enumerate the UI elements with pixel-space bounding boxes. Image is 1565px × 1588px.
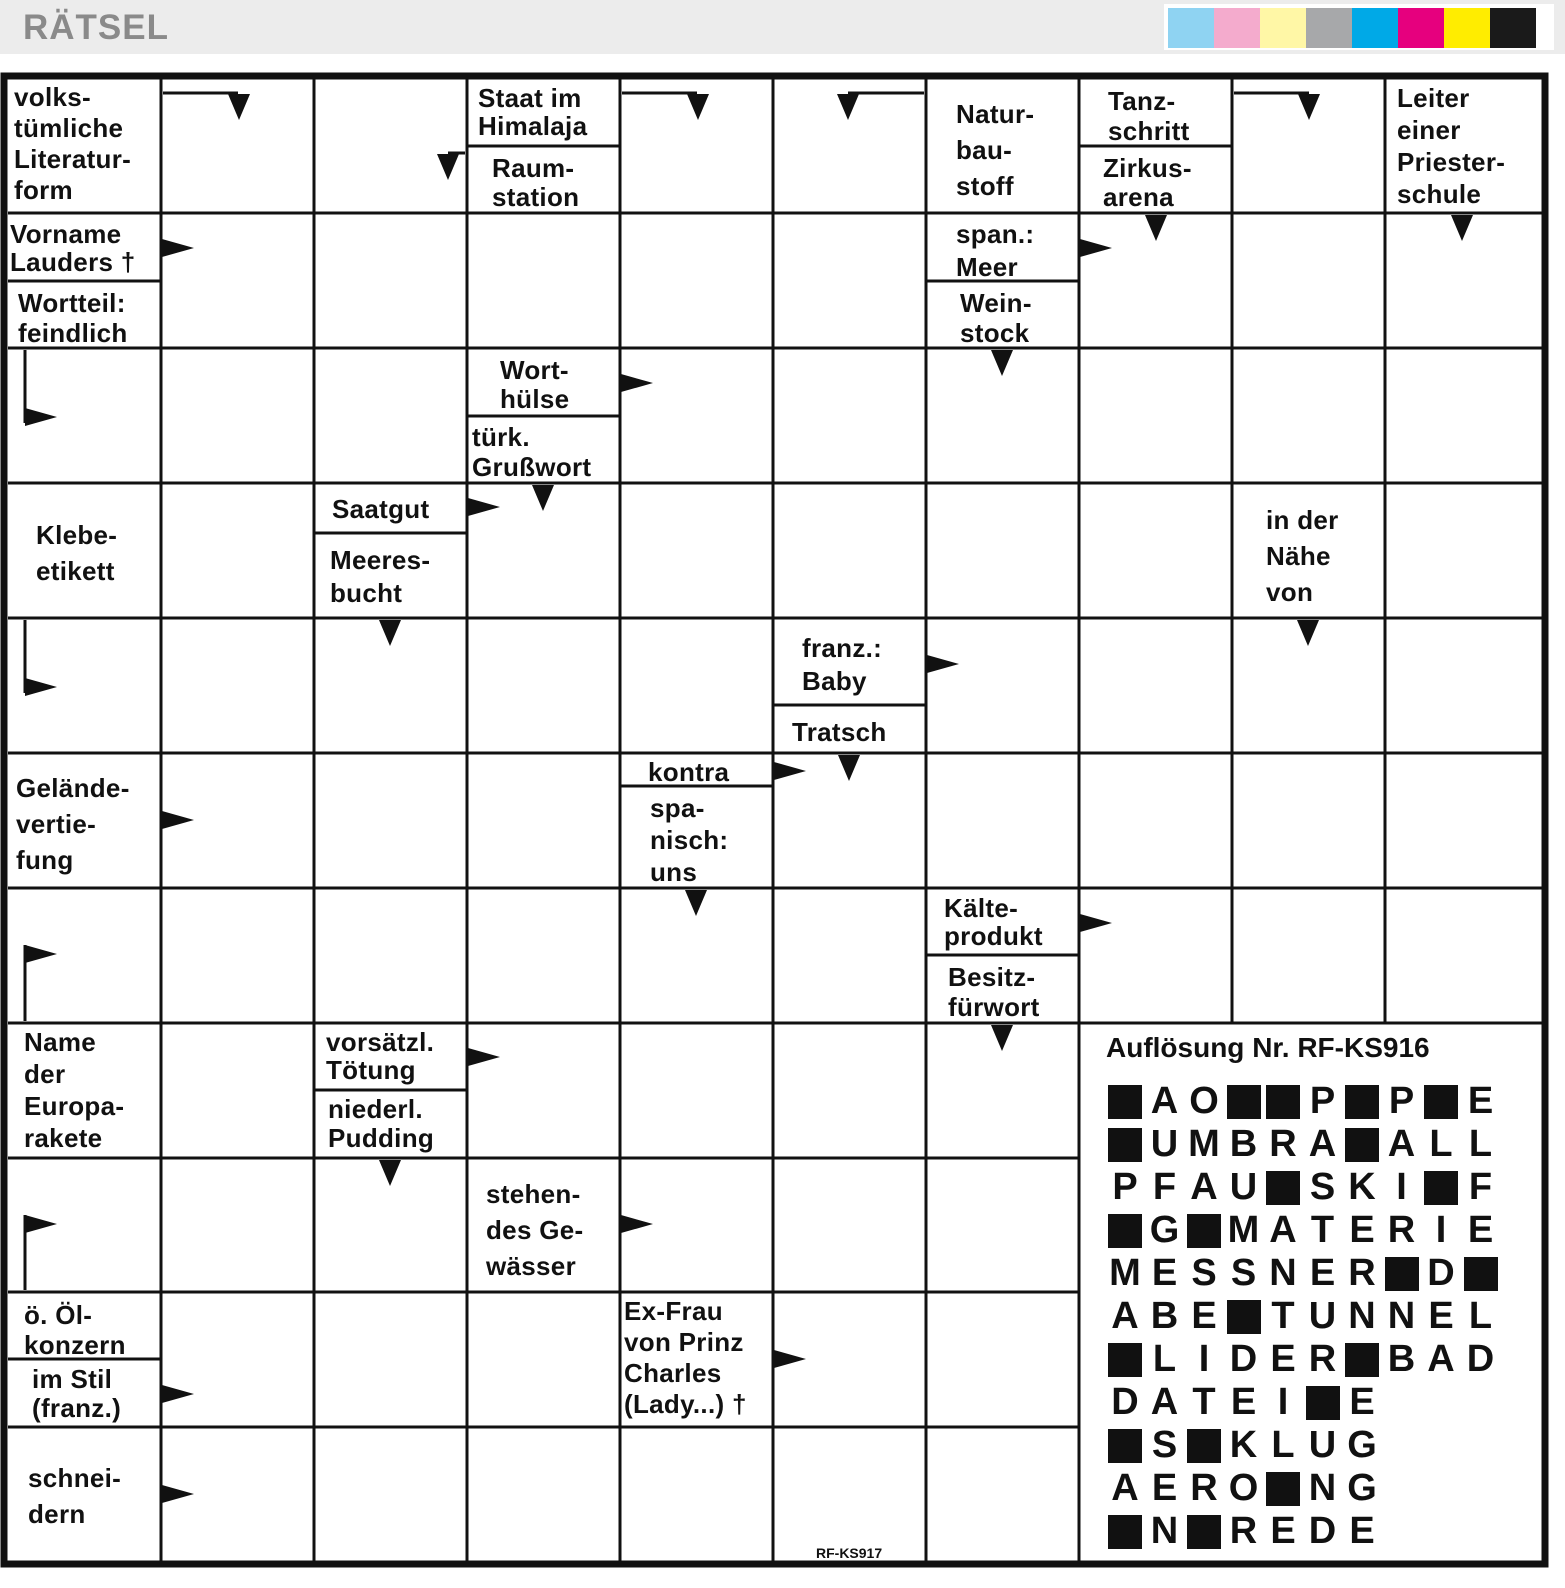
solution-block bbox=[1227, 1300, 1261, 1334]
solution-block bbox=[1266, 1472, 1300, 1506]
solution-letter: G bbox=[1347, 1467, 1377, 1509]
arrow-right-icon bbox=[25, 1215, 57, 1233]
clue: schnei- dern bbox=[28, 1463, 122, 1529]
solution-box bbox=[1098, 1028, 1538, 1568]
solution-letter: A bbox=[1111, 1295, 1139, 1337]
arrow-down-icon bbox=[379, 1160, 401, 1186]
solution-block bbox=[1187, 1429, 1221, 1463]
solution-letter: E bbox=[1467, 1080, 1494, 1122]
clue: Vorname Lauders † bbox=[10, 219, 136, 277]
solution-letter: A bbox=[1308, 1123, 1337, 1165]
solution-letter: O bbox=[1228, 1467, 1259, 1509]
arrow-down-icon bbox=[379, 620, 401, 646]
solution-block bbox=[1108, 1128, 1142, 1162]
arrow-right-icon bbox=[1080, 914, 1112, 932]
solution-letter: I bbox=[1277, 1381, 1289, 1423]
solution-letter: E bbox=[1349, 1381, 1375, 1423]
solution-letter: L bbox=[1468, 1295, 1493, 1337]
solution-letter: O bbox=[1189, 1080, 1219, 1122]
solution-letter: K bbox=[1229, 1424, 1258, 1466]
clue: Tanz- schritt bbox=[1108, 86, 1190, 146]
arrow-right-icon bbox=[25, 678, 57, 696]
solution-letter: B bbox=[1150, 1295, 1179, 1337]
solution-letter: E bbox=[1191, 1295, 1217, 1337]
solution-letter: D bbox=[1427, 1252, 1455, 1294]
solution-letter: T bbox=[1310, 1209, 1335, 1251]
solution-block bbox=[1385, 1257, 1419, 1291]
solution-letter: N bbox=[1387, 1295, 1416, 1337]
solution-letter: G bbox=[1149, 1209, 1180, 1251]
solution-letter: S bbox=[1230, 1252, 1257, 1294]
solution-block bbox=[1187, 1515, 1221, 1549]
solution-letter: G bbox=[1347, 1424, 1377, 1466]
clue: Klebe- etikett bbox=[36, 520, 118, 586]
clue: Kälte- produkt bbox=[944, 893, 1043, 951]
solution-letter: E bbox=[1151, 1467, 1178, 1509]
solution-letter: N bbox=[1269, 1252, 1297, 1294]
solution-letter: R bbox=[1387, 1209, 1416, 1251]
solution-block bbox=[1424, 1085, 1458, 1119]
solution-letter: A bbox=[1190, 1166, 1218, 1208]
solution-letter: F bbox=[1152, 1166, 1177, 1208]
solution-letter: E bbox=[1151, 1252, 1178, 1294]
solution-letter: D bbox=[1308, 1510, 1337, 1552]
clue: Wein- stock bbox=[960, 288, 1032, 348]
clue: Zirkus- arena bbox=[1103, 153, 1192, 212]
solution-letter: R bbox=[1229, 1510, 1258, 1552]
solution-letter: A bbox=[1111, 1467, 1139, 1509]
solution-title: Auflösung Nr. RF-KS916 bbox=[1106, 1032, 1430, 1063]
clue: türk. Grußwort bbox=[472, 422, 592, 482]
arrow-down-icon bbox=[1298, 94, 1320, 120]
clue: Leiter einer Priester- schule bbox=[1397, 83, 1506, 209]
arrow-right-icon bbox=[468, 1048, 500, 1066]
solution-letter: P bbox=[1112, 1166, 1138, 1208]
solution-letter: U bbox=[1150, 1123, 1179, 1165]
arrow-down-icon bbox=[532, 485, 554, 511]
solution-letter: S bbox=[1309, 1166, 1336, 1208]
arrow-right-icon bbox=[162, 1485, 194, 1503]
arrow-right-icon bbox=[162, 811, 194, 829]
solution-letter: L bbox=[1468, 1123, 1493, 1165]
arrow-down-icon bbox=[437, 154, 459, 180]
solution-letter: P bbox=[1388, 1080, 1415, 1122]
clue: franz.: Baby bbox=[802, 633, 883, 696]
arrow-right-icon bbox=[25, 408, 57, 426]
solution-letter: N bbox=[1308, 1467, 1337, 1509]
arrow-right-icon bbox=[621, 374, 653, 392]
clue: ö. Öl- konzern bbox=[24, 1300, 126, 1360]
solution-letter: B bbox=[1387, 1338, 1416, 1380]
solution-letter: I bbox=[1198, 1338, 1210, 1380]
solution-block bbox=[1345, 1085, 1379, 1119]
solution-letter: A bbox=[1387, 1123, 1416, 1165]
arrow-right-icon bbox=[1080, 239, 1112, 257]
solution-letter: T bbox=[1271, 1295, 1295, 1337]
clue: Staat im Himalaja bbox=[478, 83, 588, 141]
arrow-down-icon bbox=[1297, 620, 1319, 646]
solution-block bbox=[1424, 1171, 1458, 1205]
arrow-right-icon bbox=[25, 945, 57, 963]
arrow-right-icon bbox=[774, 1350, 806, 1368]
solution-letter: E bbox=[1230, 1381, 1257, 1423]
arrow-right-icon bbox=[468, 498, 500, 516]
solution-block bbox=[1108, 1343, 1142, 1377]
solution-letter: I bbox=[1435, 1209, 1447, 1251]
clue: stehen- des Ge- wässer bbox=[486, 1179, 584, 1281]
solution-block bbox=[1108, 1515, 1142, 1549]
solution-letter: A bbox=[1427, 1338, 1455, 1380]
solution-letter: E bbox=[1270, 1510, 1296, 1552]
solution-block bbox=[1345, 1343, 1379, 1377]
solution-block bbox=[1464, 1257, 1498, 1291]
solution-letter: N bbox=[1150, 1510, 1179, 1552]
solution-letter: K bbox=[1348, 1166, 1376, 1208]
solution-block bbox=[1345, 1128, 1379, 1162]
arrow-down-icon bbox=[838, 755, 860, 781]
arrow-right-icon bbox=[162, 1385, 194, 1403]
solution-letter: U bbox=[1308, 1424, 1337, 1466]
arrow-right-icon bbox=[774, 762, 806, 780]
solution-letter: I bbox=[1396, 1166, 1407, 1208]
clue: Wort- hülse bbox=[500, 355, 570, 414]
solution-letter: E bbox=[1467, 1209, 1494, 1251]
solution-letter: E bbox=[1349, 1209, 1375, 1251]
solution-letter: E bbox=[1428, 1295, 1454, 1337]
solution-block bbox=[1266, 1171, 1300, 1205]
solution-letter: A bbox=[1150, 1080, 1179, 1122]
solution-block bbox=[1108, 1214, 1142, 1248]
arrow-down-icon bbox=[228, 94, 250, 120]
solution-letter: U bbox=[1229, 1166, 1258, 1208]
solution-block bbox=[1187, 1214, 1221, 1248]
solution-letter: D bbox=[1111, 1381, 1139, 1423]
arrow-down-icon bbox=[837, 94, 859, 120]
clue: spa- nisch: uns bbox=[650, 793, 729, 887]
solution-letter: L bbox=[1429, 1123, 1453, 1165]
solution-letter: S bbox=[1151, 1424, 1178, 1466]
solution-letter: E bbox=[1349, 1510, 1375, 1552]
page-title: RÄTSEL bbox=[23, 8, 169, 47]
solution-letter: R bbox=[1308, 1338, 1337, 1380]
solution-letter: L bbox=[1271, 1424, 1295, 1466]
solution-block bbox=[1108, 1085, 1142, 1119]
solution-letter: T bbox=[1192, 1381, 1216, 1423]
solution-letter: L bbox=[1152, 1338, 1177, 1380]
puzzle-code: RF-KS917 bbox=[816, 1545, 883, 1561]
clue: vorsätzl. Tötung bbox=[326, 1027, 435, 1085]
solution-letter: M bbox=[1227, 1209, 1260, 1251]
solution-letter: D bbox=[1466, 1338, 1495, 1380]
solution-letter: U bbox=[1308, 1295, 1337, 1337]
clue: Saatgut bbox=[332, 494, 430, 524]
clue: niederl. Pudding bbox=[328, 1094, 435, 1153]
arrow-down-icon bbox=[687, 94, 709, 120]
clue: in der Nähe von bbox=[1266, 505, 1339, 607]
solution-letter: N bbox=[1348, 1295, 1376, 1337]
solution-letter: M bbox=[1188, 1123, 1220, 1165]
clue: volks- tümliche Literatur- form bbox=[14, 82, 132, 205]
solution-letter: M bbox=[1109, 1252, 1141, 1294]
clue: span.: Meer bbox=[956, 219, 1035, 282]
solution-letter: D bbox=[1229, 1338, 1258, 1380]
solution-letter: E bbox=[1270, 1338, 1296, 1380]
clue: Tratsch bbox=[792, 717, 887, 747]
arrow-right-icon bbox=[162, 239, 194, 257]
clue: kontra bbox=[648, 757, 730, 787]
arrow-down-icon bbox=[685, 890, 707, 916]
solution-letter: R bbox=[1269, 1123, 1297, 1165]
solution-block bbox=[1266, 1085, 1300, 1119]
arrow-right-icon bbox=[621, 1215, 653, 1233]
solution-block bbox=[1108, 1429, 1142, 1463]
clue: Wortteil: feindlich bbox=[18, 288, 128, 348]
clue: im Stil (franz.) bbox=[32, 1364, 122, 1423]
arrow-down-icon bbox=[991, 350, 1013, 376]
solution-letter: E bbox=[1309, 1252, 1336, 1294]
solution-letter: R bbox=[1348, 1252, 1376, 1294]
clue: Meeres- bucht bbox=[330, 545, 431, 608]
clue: Gelände- vertie- fung bbox=[16, 773, 130, 875]
solution-letter: S bbox=[1191, 1252, 1217, 1294]
clue: Natur- bau- stoff bbox=[956, 99, 1035, 201]
clue: Ex-Frau von Prinz Charles (Lady...) † bbox=[624, 1296, 747, 1419]
arrow-down-icon bbox=[1451, 215, 1473, 241]
solution-letter: F bbox=[1468, 1166, 1493, 1208]
solution-block bbox=[1227, 1085, 1261, 1119]
solution-letter: A bbox=[1150, 1381, 1179, 1423]
solution-letter: B bbox=[1229, 1123, 1258, 1165]
clue: Name der Europa- rakete bbox=[24, 1027, 125, 1153]
clue: Besitz- fürwort bbox=[948, 962, 1040, 1022]
arrow-down-icon bbox=[1145, 215, 1167, 241]
clue: Raum- station bbox=[492, 153, 580, 212]
solution-block bbox=[1306, 1386, 1340, 1420]
solution-letter: P bbox=[1309, 1080, 1336, 1122]
arrow-down-icon bbox=[991, 1025, 1013, 1051]
solution-letter: R bbox=[1190, 1467, 1218, 1509]
solution-letter: A bbox=[1269, 1209, 1297, 1251]
arrow-right-icon bbox=[927, 655, 959, 673]
